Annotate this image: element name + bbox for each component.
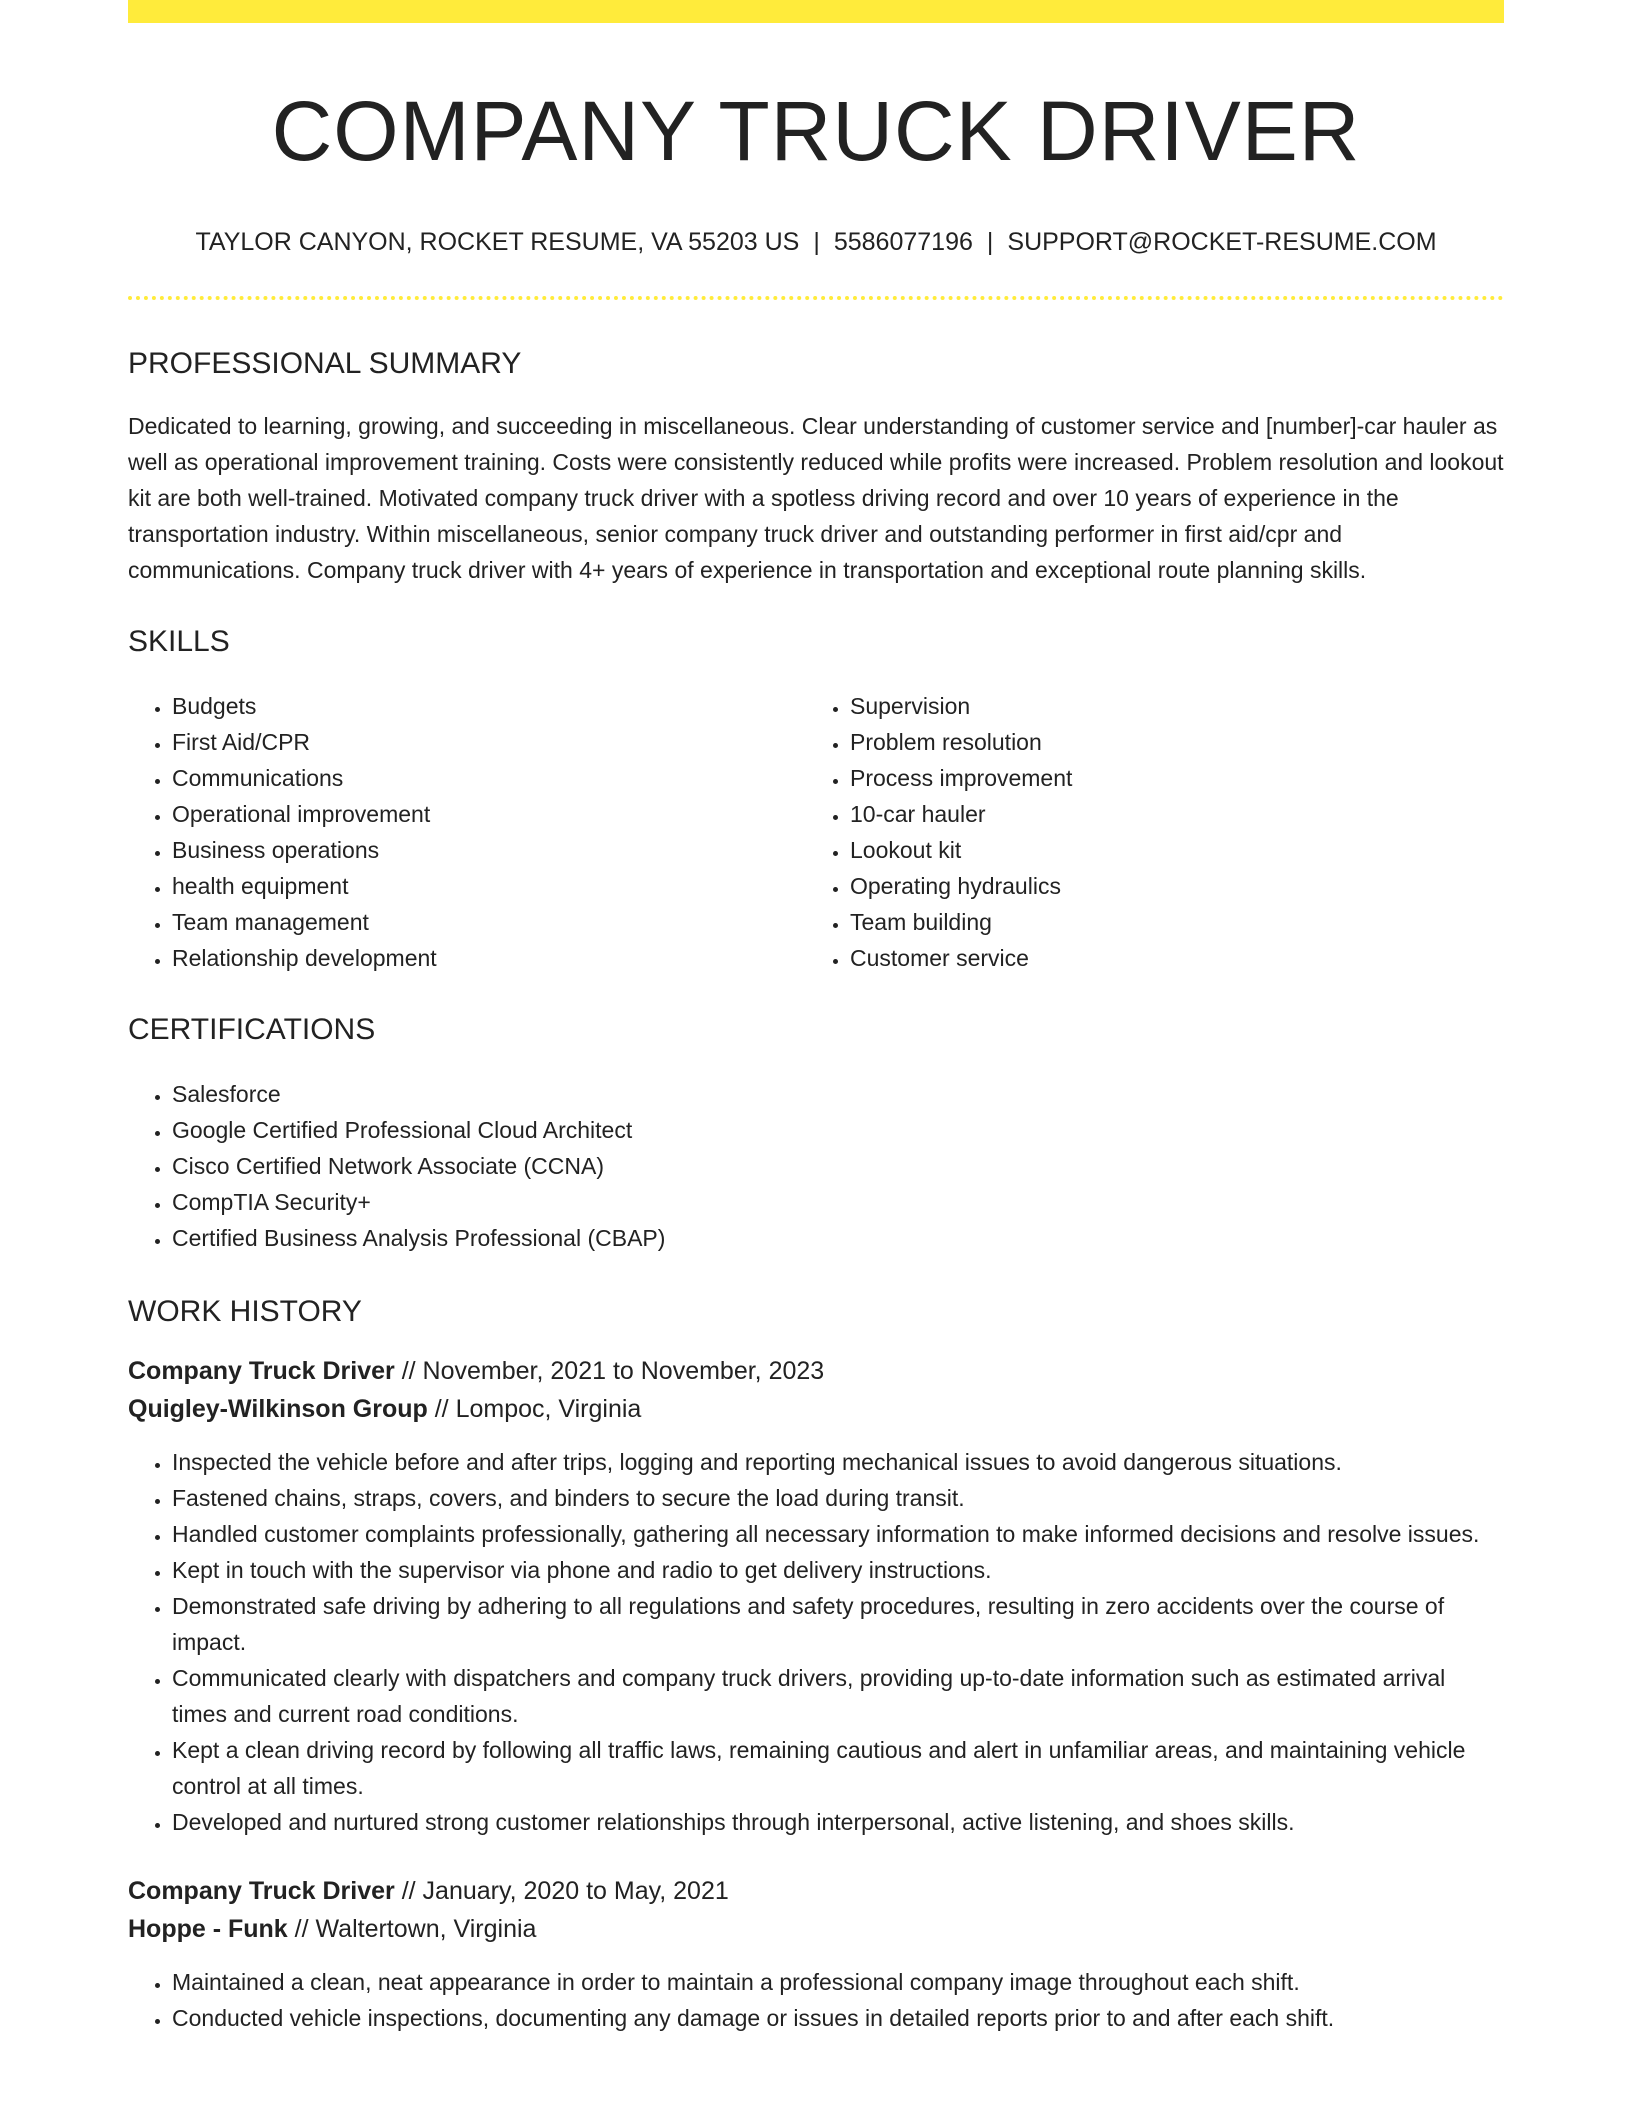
work-history-heading: WORK HISTORY [128, 1295, 362, 1329]
skill-item: • Lookout kit [850, 832, 1484, 868]
contact-separator: | [813, 227, 820, 256]
certification-item: • CompTIA Security+ [172, 1184, 1504, 1220]
resume-name: COMPANY TRUCK DRIVER [271, 84, 1361, 178]
job-duties-list [128, 1964, 1504, 2036]
dotted-divider [128, 296, 1504, 300]
contact-separator: | [986, 227, 994, 256]
certification-item: • Google Certified Professional Cloud Architect [172, 1112, 1504, 1148]
skill-item: • 10-car hauler [850, 796, 1484, 832]
job-duty: • Maintained a clean, neat appearance in order to maintain a professional company image throughout each shift. [172, 1964, 1504, 2000]
job-dates: // January, 2020 to May, 2021 [394, 1877, 729, 1906]
summary-text: Dedicated to learning, growing, and succeeding in miscellaneous. Clear understanding of customer service and [number]-car hauler as well as operational improvement training. Costs were consistently reduced while profits were increased. Problem resolution and lookout kit are both well-trained. Motivated company truck driver with a spotless driving record and over 10 years of experience in the transportation industry. Within miscellaneous, senior company truck driver and outstanding performer in first aid/cpr and communications. Company truck driver with 4+ years of experience in transportation and exceptional route planning skills. [128, 413, 1504, 584]
job-title-line [128, 1352, 1504, 1390]
skill-item: • Process improvement [850, 760, 1484, 796]
job-duty: • Kept in touch with the supervisor via phone and radio to get delivery instructions. [172, 1552, 1504, 1588]
job-location: // Lompoc, Virginia [427, 1395, 642, 1424]
job-duty: • Demonstrated safe driving by adhering to all regulations and safety procedures, resulting in zero accidents over the course of impact. [172, 1588, 1504, 1660]
skills-list-left [128, 688, 806, 976]
job-role: Company Truck Driver [128, 1357, 395, 1386]
contact-address: TAYLOR CANYON, ROCKET RESUME, VA 55203 US [195, 227, 800, 256]
skill-item: • Operational improvement [172, 796, 806, 832]
skill-item: • health equipment [172, 868, 806, 904]
skill-item: • Problem resolution [850, 724, 1484, 760]
contact-phone[interactable]: 5586077196 [833, 227, 973, 256]
contact-email[interactable]: SUPPORT@ROCKET-RESUME.COM [1007, 227, 1437, 256]
skills-grid [128, 688, 1504, 976]
skill-item: • Business operations [172, 832, 806, 868]
certifications-heading: CERTIFICATIONS [128, 1013, 376, 1047]
skills-column-right [806, 688, 1484, 976]
summary-heading: PROFESSIONAL SUMMARY [128, 347, 522, 381]
skill-item: • First Aid/CPR [172, 724, 806, 760]
job-duty: • Fastened chains, straps, covers, and binders to secure the load during transit. [172, 1480, 1504, 1516]
certifications-list [128, 1076, 1504, 1256]
job-duty: • Communicated clearly with dispatchers and company truck drivers, providing up-to-date information such as estimated arrival times and current road conditions. [172, 1660, 1504, 1732]
job-company: Quigley-Wilkinson Group [128, 1395, 428, 1424]
skill-item: • Customer service [850, 940, 1484, 976]
job-dates: // November, 2021 to November, 2023 [394, 1357, 825, 1386]
job-company: Hoppe - Funk [128, 1915, 288, 1944]
job-duty: • Handled customer complaints professionally, gathering all necessary information to make informed decisions and resolve issues. [172, 1516, 1504, 1552]
skills-column-left [128, 688, 806, 976]
certification-item: • Cisco Certified Network Associate (CCNA) [172, 1148, 1504, 1184]
job-entry [128, 1872, 1504, 2036]
job-company-line [128, 1910, 1504, 1948]
skill-item: • Relationship development [172, 940, 806, 976]
job-duty: • Conducted vehicle inspections, documenting any damage or issues in detailed reports prior to and after each shift. [172, 2000, 1504, 2036]
skill-item: • Team building [850, 904, 1484, 940]
skill-item: • Operating hydraulics [850, 868, 1484, 904]
job-location: // Waltertown, Virginia [287, 1915, 537, 1944]
job-duty: • Inspected the vehicle before and after trips, logging and reporting mechanical issues to avoid dangerous situations. [172, 1444, 1504, 1480]
job-role: Company Truck Driver [128, 1877, 395, 1906]
accent-top-bar [128, 0, 1504, 23]
certification-item: • Salesforce [172, 1076, 1504, 1112]
job-entry [128, 1352, 1504, 1840]
certification-item: • Certified Business Analysis Professional (CBAP) [172, 1220, 1504, 1256]
skill-item: • Communications [172, 760, 806, 796]
job-title-line [128, 1872, 1504, 1910]
skills-heading: SKILLS [128, 625, 230, 659]
skill-item: • Team management [172, 904, 806, 940]
job-duties-list [128, 1444, 1504, 1840]
contact-line [128, 226, 1504, 259]
resume-page [128, 0, 1504, 2036]
job-duty: • Developed and nurtured strong customer relationships through interpersonal, active listening, and shoes skills. [172, 1804, 1504, 1840]
skill-item: • Supervision [850, 688, 1484, 724]
skill-item: • Budgets [172, 688, 806, 724]
job-duty: • Kept a clean driving record by following all traffic laws, remaining cautious and alert in unfamiliar areas, and maintaining vehicle control at all times. [172, 1732, 1504, 1804]
skills-list-right [806, 688, 1484, 976]
job-company-line [128, 1390, 1504, 1428]
